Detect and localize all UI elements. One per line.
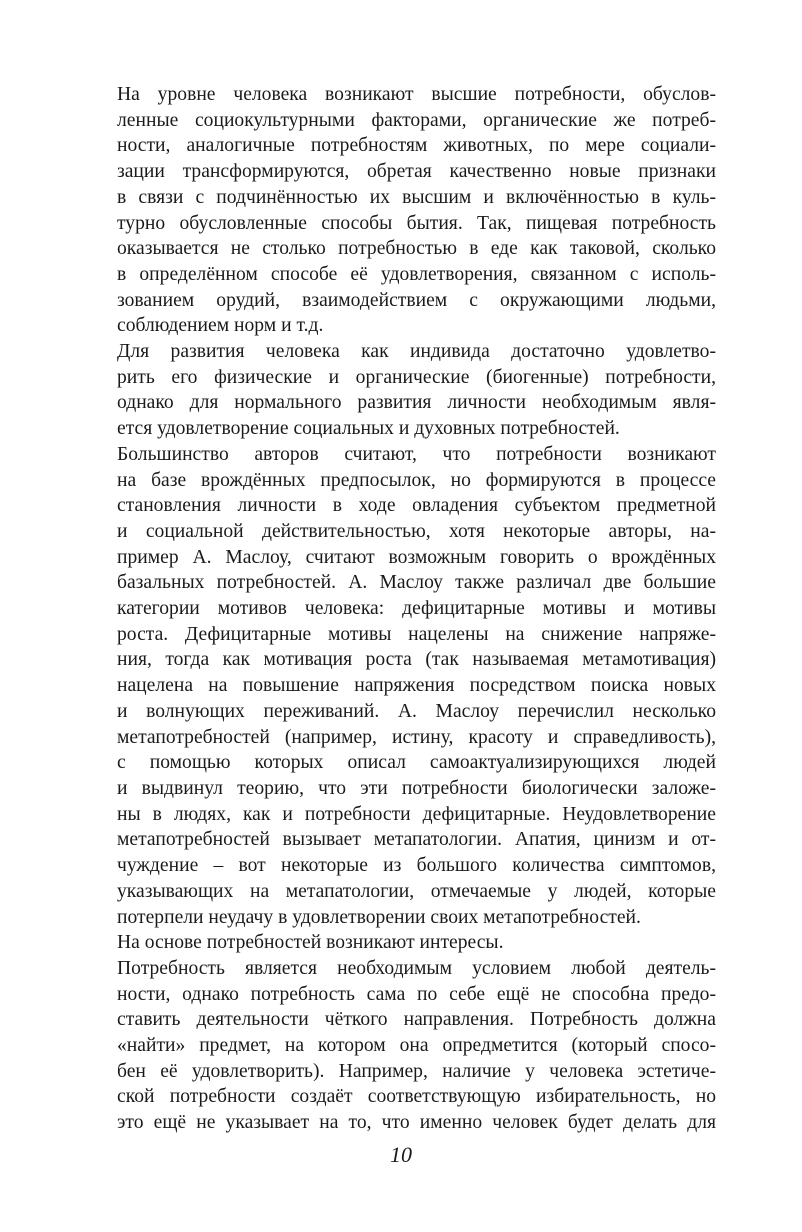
text-line: чуждение – вот некоторые из большого количества симптомов, [117, 855, 716, 877]
text-line: это ещё не указывает на то, что именно человек будет делать для [117, 1112, 716, 1134]
text-line: в определённом способе её удовлетворения, связанном с исполь- [117, 263, 716, 285]
paragraph-1 [84, 82, 716, 339]
text-line: и волнующих переживаний. А. Маслоу перечислил несколько [117, 700, 716, 722]
text-line: бен её удовлетворить). Например, наличие у человека эстетиче- [117, 1060, 716, 1082]
text-line: пример А. Маслоу, считают возможным говорить о врождённых [117, 546, 716, 568]
text-line: и социальной действительностью, хотя некоторые авторы, на- [117, 520, 716, 542]
paragraph-3 [84, 442, 716, 930]
text-line: ется удовлетворение социальных и духовных потребностей. [117, 418, 620, 440]
text-line: на базе врождённых предпосылок, но формируются в процессе [117, 469, 716, 491]
paragraph-4 [84, 930, 716, 956]
text-line: указывающих на метапатологии, отмечаемые у людей, которые [117, 880, 716, 902]
text-line: роста. Дефицитарные мотивы нацелены на снижение напряже- [117, 623, 716, 645]
text-line: потерпели неудачу в удовлетворении своих метапотребностей. [117, 906, 641, 928]
text-line: ставить деятельности чёткого направления. Потребность должна [117, 1009, 716, 1031]
page-body [84, 82, 716, 1136]
text-line: метапотребностей (например, истину, красоту и справедливость), [117, 726, 716, 748]
text-line: «найти» предмет, на котором она опредметится (который спосо- [117, 1035, 716, 1057]
text-line: метапотребностей вызывает метапатологии. Апатия, цинизм и от- [117, 829, 716, 851]
text-line: зованием орудий, взаимодействием с окружающими людьми, [117, 289, 716, 311]
text-line: Потребность является необходимым условием любой деятель- [117, 957, 716, 979]
paragraph-2 [84, 339, 716, 442]
text-line: ской потребности создаёт соответствующую избирательность, но [117, 1086, 716, 1108]
text-line: в связи с подчинённостью их высшим и включённостью в куль- [117, 186, 716, 208]
text-line: На уровне человека возникают высшие потребности, обуслов- [117, 84, 716, 105]
text-line: На основе потребностей возникают интересы. [117, 932, 504, 954]
text-line: зации трансформируются, обретая качественно новые признаки [117, 161, 716, 183]
text-line: и выдвинул теорию, что эти потребности биологически заложе- [117, 777, 716, 799]
text-line: оказывается не столько потребностью в еде как таковой, сколько [117, 238, 716, 260]
text-line: нацелена на повышение напряжения посредством поиска новых [117, 675, 716, 697]
text-line: ности, аналогичные потребностям животных, по мере социали- [117, 135, 716, 157]
text-line: рить его физические и органические (биогенные) потребности, [117, 366, 716, 388]
text-line: становления личности в ходе овладения субъектом предметной [117, 495, 716, 517]
text-line: ности, однако потребность сама по себе ещё не способна предо- [117, 983, 716, 1005]
text-line: базальных потребностей. А. Маслоу также различал две большие [117, 572, 716, 594]
text-line: Для развития человека как индивида достаточно удовлетво- [117, 341, 716, 363]
text-line: с помощью которых описал самоактуализирующихся людей [117, 752, 716, 774]
text-line: турно обусловленные способы бытия. Так, пищевая потребность [117, 212, 716, 234]
page-number: 10 [390, 1142, 412, 1167]
text-line: ны в людях, как и потребности дефицитарные. Неудовлетворение [117, 803, 716, 825]
text-line: ленные социокультурными факторами, органические же потреб- [117, 109, 716, 131]
text-line: однако для нормального развития личности необходимым явля- [117, 392, 716, 414]
text-line: категории мотивов человека: дефицитарные мотивы и мотивы [117, 598, 716, 620]
text-line: ния, тогда как мотивация роста (так называемая метамотивация) [117, 649, 716, 671]
text-line: Большинство авторов считают, что потребности возникают [117, 443, 716, 465]
paragraph-5 [84, 956, 716, 1136]
text-line: соблюдением норм и т.д. [117, 315, 324, 337]
